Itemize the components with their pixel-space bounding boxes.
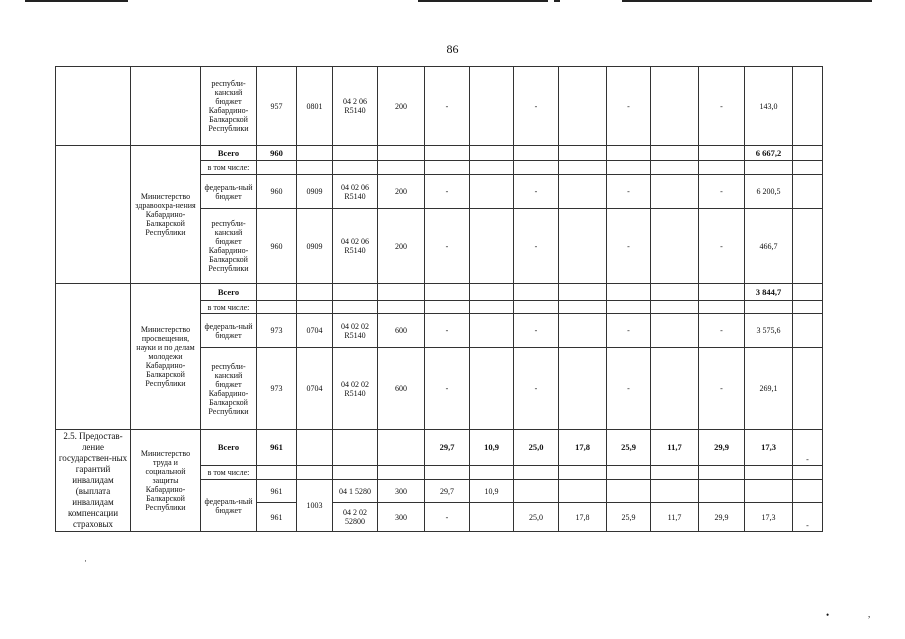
ministry-cell: Министерство здравоохра-нения Кабардино-Балкарской Республики	[131, 146, 201, 284]
value-cell: 17,8	[559, 503, 607, 532]
budget-source-cell: федераль-ный бюджет	[201, 175, 257, 209]
csr-cell: 04 1 5280	[333, 480, 378, 503]
grbs-cell: 973	[257, 348, 297, 430]
value-cell	[651, 67, 699, 146]
total-label: Всего	[201, 146, 257, 161]
table-row	[56, 284, 823, 301]
scan-artifact-line-4	[622, 0, 872, 2]
scan-speck: ·	[84, 556, 87, 566]
value-cell: 29,9	[699, 430, 745, 466]
value-cell	[793, 67, 823, 146]
value-cell: 29,7	[425, 480, 470, 503]
value-cell: 17,8	[559, 430, 607, 466]
value-cell: -	[699, 67, 745, 146]
budget-source-cell: федераль-ный бюджет	[201, 480, 257, 532]
ministry-cell: Министерство труда и социальной защиты Кабардино-Балкарской Республики	[131, 430, 201, 532]
budget-source-cell: республи-канский бюджет Кабардино-Балкарской Республики	[201, 348, 257, 430]
total-label: Всего	[201, 284, 257, 301]
value-cell: 3 575,6	[745, 314, 793, 348]
csr-cell: 04 02 06 R5140	[333, 175, 378, 209]
csr-cell: 04 02 02 R5140	[333, 314, 378, 348]
value-cell: 29,9	[699, 503, 745, 532]
value-cell: 29,7	[425, 430, 470, 466]
page-number: 86	[446, 42, 459, 56]
incl-label: в том числе:	[201, 466, 257, 480]
budget-source-cell: республи-канский бюджет Кабардино-Балкарской Республики	[201, 209, 257, 284]
value-cell: -	[607, 209, 651, 284]
value-cell: -	[793, 430, 823, 466]
value-cell: 10,9	[470, 430, 514, 466]
value-cell: -	[425, 209, 470, 284]
table-row	[56, 430, 823, 466]
value-cell: 17,3	[745, 430, 793, 466]
value-cell: 6 200,5	[745, 175, 793, 209]
value-cell: 25,9	[607, 430, 651, 466]
value-cell: -	[514, 175, 559, 209]
rzpr-cell: 0704	[297, 348, 333, 430]
value-cell	[559, 67, 607, 146]
value-cell: 11,7	[651, 503, 699, 532]
value-cell: 466,7	[745, 209, 793, 284]
value-cell: -	[425, 503, 470, 532]
value-cell: 11,7	[651, 430, 699, 466]
value-cell: 25,0	[514, 503, 559, 532]
rzpr-cell: 0704	[297, 314, 333, 348]
grbs-cell: 960	[257, 175, 297, 209]
value-cell: 10,9	[470, 480, 514, 503]
scan-artifact-line-3	[554, 0, 560, 2]
value-cell: -	[425, 348, 470, 430]
grbs-cell: 961	[257, 430, 297, 466]
csr-cell: 04 2 02 52800	[333, 503, 378, 532]
value-cell: -	[607, 348, 651, 430]
incl-label: в том числе:	[201, 161, 257, 175]
vr-cell: 600	[378, 348, 425, 430]
value-cell: -	[425, 67, 470, 146]
measure-cell	[56, 284, 131, 430]
scan-speck: ,	[868, 609, 871, 619]
rzpr-cell: 1003	[297, 480, 333, 532]
value-cell: 25,0	[514, 430, 559, 466]
grbs-cell: 960	[257, 146, 297, 161]
value-cell: -	[514, 67, 559, 146]
rzpr-cell: 0909	[297, 209, 333, 284]
vr-cell: 200	[378, 175, 425, 209]
csr-cell: 04 02 02 R5140	[333, 348, 378, 430]
table-row	[56, 67, 823, 146]
table-row	[56, 146, 823, 161]
csr-cell: 04 02 06 R5140	[333, 209, 378, 284]
vr-cell: 200	[378, 67, 425, 146]
value-cell: -	[514, 314, 559, 348]
measure-cell: 2.5. Предостав-ление государствен-ных гарантий инвалидам (выплата инвалидам компенсации страховых	[56, 430, 131, 532]
measure-cell	[56, 146, 131, 284]
value-cell: 17,3	[745, 503, 793, 532]
grbs-cell: 957	[257, 67, 297, 146]
rzpr-cell: 0909	[297, 175, 333, 209]
value-cell: -	[514, 209, 559, 284]
grbs-cell: 960	[257, 209, 297, 284]
grbs-cell: 961	[257, 480, 297, 503]
vr-cell: 200	[378, 209, 425, 284]
vr-cell: 300	[378, 480, 425, 503]
value-cell	[470, 67, 514, 146]
value-cell: -	[425, 175, 470, 209]
measure-cell	[56, 67, 131, 146]
scan-speck: •	[826, 610, 830, 620]
value-cell: -	[699, 314, 745, 348]
scan-artifact-line-2	[418, 0, 548, 2]
grbs-cell: 973	[257, 314, 297, 348]
scan-artifact-line-1	[25, 0, 128, 2]
total-value: 3 844,7	[745, 284, 793, 301]
value-cell: -	[699, 348, 745, 430]
budget-source-cell: республи-канский бюджет Кабардино-Балкарской Республики	[201, 67, 257, 146]
rzpr-cell: 0801	[297, 67, 333, 146]
value-cell: -	[607, 175, 651, 209]
budget-source-cell: федераль-ный бюджет	[201, 314, 257, 348]
vr-cell: 300	[378, 503, 425, 532]
total-value: 6 667,2	[745, 146, 793, 161]
incl-label: в том числе:	[201, 301, 257, 314]
value-cell: -	[514, 348, 559, 430]
value-cell: -	[607, 67, 651, 146]
budget-table	[55, 66, 823, 532]
value-cell: -	[793, 503, 823, 532]
grbs-cell: 961	[257, 503, 297, 532]
value-cell: 269,1	[745, 348, 793, 430]
value-cell: -	[699, 175, 745, 209]
value-cell: -	[699, 209, 745, 284]
value-cell: -	[607, 314, 651, 348]
total-label: Всего	[201, 430, 257, 466]
ministry-cell	[131, 67, 201, 146]
ministry-cell: Министерство просвещения, науки и по делам молодежи Кабардино-Балкарской Республики	[131, 284, 201, 430]
value-cell: -	[425, 314, 470, 348]
value-cell: 25,9	[607, 503, 651, 532]
vr-cell: 600	[378, 314, 425, 348]
value-cell: 143,0	[745, 67, 793, 146]
csr-cell: 04 2 06 R5140	[333, 67, 378, 146]
